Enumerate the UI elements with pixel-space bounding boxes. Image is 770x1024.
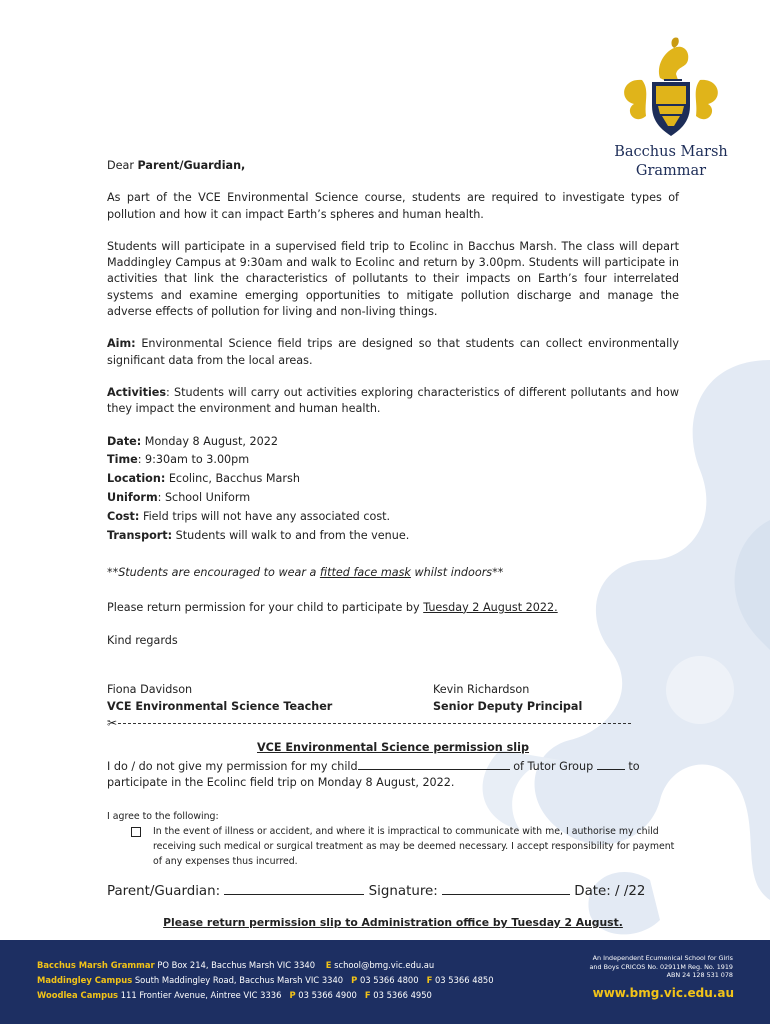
signature-label: Signature: [364,883,443,899]
campus-fax: 03 5366 4950 [370,990,432,1001]
footer-campus-list [37,958,494,1004]
agree-checkbox[interactable] [131,827,141,837]
agree-heading: I agree to the following: [107,810,219,822]
dashed-line [118,723,631,724]
detail-value: Field trips will not have any associated cost. [139,509,391,523]
detail-value: Ecolinc, Bacchus Marsh [165,472,300,486]
detail-cost [107,508,679,527]
salutation [107,158,679,174]
detail-value: Monday 8 August, 2022 [141,434,278,448]
salutation-name: Parent/Guardian, [137,159,246,172]
date-label: Date: / /22 [570,883,646,899]
agree-item [131,824,675,869]
mask-note-emphasis: fitted face mask [319,566,411,580]
signatories [107,682,679,715]
signatory-title: Senior Deputy Principal [433,699,583,713]
school-name-line2: Grammar [635,163,707,179]
activities-label: Activities [107,385,167,399]
signatory-name: Kevin Richardson [433,683,530,697]
activities-paragraph [107,385,679,418]
campus-name: Maddingley Campus [37,975,133,986]
detail-location [107,470,679,489]
signatory-title: VCE Environmental Science Teacher [107,699,333,713]
field-trip-paragraph: Students will participate in a supervised field trip to Ecolinc in Bacchus Marsh. The class will depart Maddingley Campus at 9:30am and walk to Ecolinc and return by 3.00pm. Students will participate in activities that link the characteristics of pollutants to their impacts on Earth’s four interrelated systems and examine emerging opportunities to mitigate pollution discharge and manage the adverse effects of pollution for living and non-living things. [107,239,679,319]
aim-label: Aim: [107,337,136,351]
detail-value: : School Uniform [157,490,251,504]
parent-label: Parent/Guardian: [107,883,225,899]
tutor-group-label: of Tutor Group [509,760,597,774]
footer-website-link[interactable]: www.bmg.vic.edu.au [592,986,734,1000]
agree-item-text: In the event of illness or accident, and where it is impractical to communicate with me, I authorise my child receiving such medical or surgical treatment as may be deemed necessary. I accept responsibility for payment of any expenses thus incurred. [153,825,675,867]
detail-value: : 9:30am to 3.00pm [137,453,250,467]
return-date: Tuesday 2 August 2022. [423,600,558,614]
registration-line: and Boys CRICOS No. 02911M Reg. No. 1919 [589,962,733,971]
campus-address: PO Box 214, Bacchus Marsh VIC 3340 [154,960,316,970]
aim-paragraph [107,336,679,369]
detail-transport [107,527,679,546]
letter-body [107,158,679,931]
parent-name-field[interactable] [224,881,364,895]
detail-date [107,433,679,452]
school-crest-icon [612,30,730,138]
registration-line: An Independent Ecumenical School for Girls [592,954,733,962]
detail-label: Time [107,453,138,467]
campus-address: South Maddingley Road, Bacchus Marsh VIC 3340 [132,975,344,986]
email-label: E [325,960,332,970]
aim-text: Environmental Science field trips are designed so that students can collect environmentally significant data from the local areas. [107,337,679,367]
face-mask-note [107,565,679,581]
detail-time [107,451,679,470]
consent-text: I do / do not give my permission for my child [107,760,358,774]
return-instruction-pre: Please return permission for your child to participate by [107,600,424,614]
detail-label: Cost: [107,509,140,523]
signatory-teacher [107,682,433,715]
permission-slip [107,740,679,931]
slip-consent-line [107,756,679,775]
footer-campus-maddingley [37,973,494,988]
tutor-group-field[interactable] [597,756,625,770]
campus-fax: 03 5366 4850 [432,975,494,986]
intro-paragraph: As part of the VCE Environmental Science course, students are required to investigate types of pollution and how it can impact Earth’s spheres and human health. [107,191,679,221]
footer-campus-woodlea [37,988,494,1003]
slip-consent-line2: participate in the Ecolinc field trip on Monday 8 August, 2022. [107,776,455,790]
detail-label: Date: [107,434,142,448]
closing: Kind regards [107,633,178,647]
activities-text: : Students will carry out activities exploring characteristics of different pollutants and how they impact the environment and human health. [107,385,679,416]
detail-value: Students will walk to and from the venue. [172,528,410,542]
campus-address: 111 Frontier Avenue, Aintree VIC 3336 [118,990,282,1001]
phone-label: P [289,990,296,1001]
detail-label: Location: [107,472,166,486]
scissors-icon: ✂ [107,715,118,730]
trip-details [107,433,679,546]
detail-label: Transport: [107,528,173,542]
registration-line: ABN 24 128 531 078 [666,971,733,980]
detail-label: Uniform [107,490,158,504]
consent-text-end: to [624,760,640,774]
signature-line [107,881,679,902]
fax-label: F [364,990,371,1001]
page-footer [0,940,770,1024]
school-name-line1: Bacchus Marsh [614,144,728,160]
salutation-prefix: Dear [107,159,138,172]
return-instruction [107,600,679,616]
signatory-principal [433,682,679,715]
child-name-field[interactable] [358,756,510,770]
fax-label: F [426,975,433,986]
campus-phone: 03 5366 4800 [357,975,419,986]
mask-note-pre: **Students are encouraged to wear a [107,566,320,580]
mask-note-post: whilst indoors** [410,566,504,580]
campus-email[interactable]: school@bmg.vic.edu.au [331,960,435,970]
cut-line [107,715,631,731]
signature-field[interactable] [442,881,570,895]
slip-return-note: Please return permission slip to Administration office by Tuesday 2 August. [163,915,623,929]
detail-uniform [107,489,679,508]
campus-name: Bacchus Marsh Grammar [37,960,155,970]
slip-title: VCE Environmental Science permission slip [257,740,529,754]
campus-phone: 03 5366 4900 [295,990,357,1001]
phone-label: P [351,975,358,986]
footer-campus-bmg [37,958,494,973]
campus-name: Woodlea Campus [37,990,119,1001]
footer-registration [590,954,733,980]
signatory-name: Fiona Davidson [107,683,193,697]
